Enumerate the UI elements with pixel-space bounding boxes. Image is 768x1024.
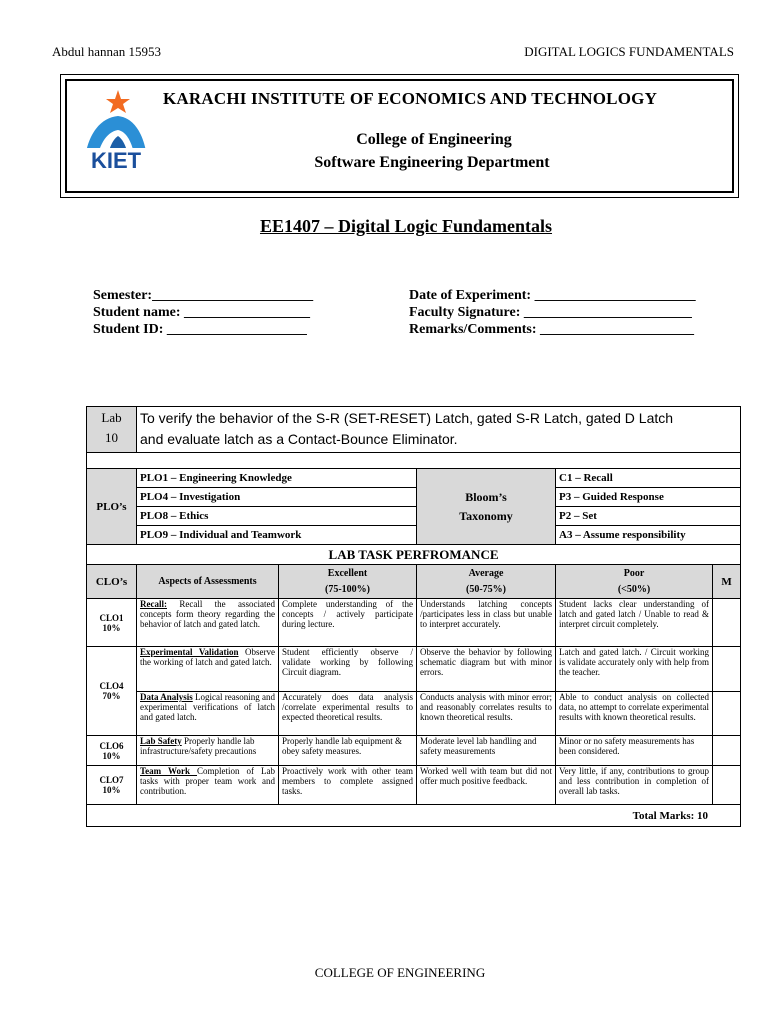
header-average: Average (50-75%)	[417, 565, 556, 599]
header-poor: Poor (<50%)	[556, 565, 713, 599]
excellent-cell: Accurately does data analysis /correlate experimental results to expected theoretical results.	[279, 692, 417, 736]
excellent-cell: Student efficiently observe / validate working by following Circuit diagram.	[279, 647, 417, 692]
aspect-cell: Team Work Completion of Lab tasks with proper team work and contribution.	[137, 766, 279, 805]
student-id-field: Student ID: ____________________	[93, 322, 307, 337]
average-cell: Observe the behavior by following schematic diagram but with minor errors.	[417, 647, 556, 692]
lab-number-cell: Lab 10	[87, 407, 137, 453]
header-student: Abdul hannan 15953	[52, 44, 162, 59]
poor-cell: Minor or no safety measurements has been considered.	[556, 736, 713, 766]
table-row	[87, 647, 741, 692]
semester-field: Semester:_______________________	[93, 288, 314, 303]
plo-item: PLO8 – Ethics	[137, 507, 417, 526]
blooms-item: A3 – Assume responsibility	[556, 526, 741, 545]
blooms-taxonomy-label: Bloom’s Taxonomy	[417, 469, 556, 545]
blooms-item: P2 – Set	[556, 507, 741, 526]
plo-item: PLO1 – Engineering Knowledge	[137, 469, 417, 488]
header-clo: CLO’s	[87, 565, 137, 599]
header-marks: M	[713, 565, 741, 599]
page-footer: COLLEGE OF ENGINEERING	[314, 965, 486, 980]
marks-cell[interactable]	[713, 692, 741, 736]
table-row	[87, 766, 741, 805]
header-course: DIGITAL LOGICS FUNDAMENTALS	[524, 44, 734, 59]
average-cell: Moderate level lab handling and safety measurements	[417, 736, 556, 766]
plo-item: PLO4 – Investigation	[137, 488, 417, 507]
aspect-cell: Data Analysis Logical reasoning and experimental verifications of latch and gated latch.	[137, 692, 279, 736]
average-cell: Understands latching concepts /participates less in class but unable to interpret accurately.	[417, 599, 556, 647]
performance-title: LAB TASK PERFROMANCE	[87, 545, 741, 565]
spacer-row	[87, 453, 741, 469]
department-name: Software Engineering Department	[314, 154, 550, 171]
excellent-cell: Proactively work with other team members to complete assigned tasks.	[279, 766, 417, 805]
clo-cell: CLO6 10%	[87, 736, 137, 766]
logo-text: KIET	[90, 148, 142, 173]
total-marks: Total Marks: 10	[87, 805, 741, 827]
faculty-signature-field: Faculty Signature: ________________________	[409, 305, 692, 320]
aspect-cell: Experimental Validation Observe the working of latch and gated latch.	[137, 647, 279, 692]
blooms-item: P3 – Guided Response	[556, 488, 741, 507]
plo-item: PLO9 – Individual and Teamwork	[137, 526, 417, 545]
table-row	[87, 736, 741, 766]
course-title: EE1407 – Digital Logic Fundamentals	[259, 216, 553, 236]
remarks-field: Remarks/Comments: ______________________	[409, 322, 695, 337]
marks-cell[interactable]	[713, 647, 741, 692]
table-row	[87, 692, 741, 736]
marks-cell[interactable]	[713, 766, 741, 805]
poor-cell: Latch and gated latch. / Circuit working is validate accurately only with help from the teacher.	[556, 647, 713, 692]
excellent-cell: Properly handle lab equipment & obey safety measures.	[279, 736, 417, 766]
plo-label: PLO’s	[87, 469, 137, 545]
average-cell: Worked well with team but did not offer much positive feedback.	[417, 766, 556, 805]
header-aspects: Aspects of Assessments	[137, 565, 279, 599]
lab-objective: To verify the behavior of the S-R (SET-RESET) Latch, gated S-R Latch, gated D Latch and evaluate latch as a Contact-Bounce Eliminator.	[137, 407, 741, 453]
marks-cell[interactable]	[713, 599, 741, 647]
blooms-item: C1 – Recall	[556, 469, 741, 488]
aspect-cell: Lab Safety Properly handle lab infrastructure/safety precautions	[137, 736, 279, 766]
marks-cell[interactable]	[713, 736, 741, 766]
excellent-cell: Complete understanding of the concepts / actively participate during lecture.	[279, 599, 417, 647]
poor-cell: Very little, if any, contributions to group and less contribution in completion of overall lab tasks.	[556, 766, 713, 805]
student-name-field: Student name: __________________	[93, 305, 311, 320]
table-row	[87, 599, 741, 647]
clo-cell: CLO7 10%	[87, 766, 137, 805]
aspect-cell: Recall: Recall the associated concepts form theory regarding the behavior of latch and gated latch.	[137, 599, 279, 647]
header-excellent: Excellent (75-100%)	[279, 565, 417, 599]
poor-cell: Able to conduct analysis on collected data, no attempt to correlate experimental results with known theoretical results.	[556, 692, 713, 736]
institute-name: KARACHI INSTITUTE OF ECONOMICS AND TECHNOLOGY	[163, 89, 658, 108]
date-field: Date of Experiment: _______________________	[409, 288, 696, 303]
poor-cell: Student lacks clear understanding of latch and gated latch / Unable to read & interpret circuit completely.	[556, 599, 713, 647]
clo-cell: CLO1 10%	[87, 599, 137, 647]
average-cell: Conducts analysis with minor error; and reasonably correlates results to known theoretical results.	[417, 692, 556, 736]
college-name: College of Engineering	[356, 131, 512, 148]
clo-cell: CLO4 70%	[87, 647, 137, 736]
lab-table	[86, 406, 741, 827]
